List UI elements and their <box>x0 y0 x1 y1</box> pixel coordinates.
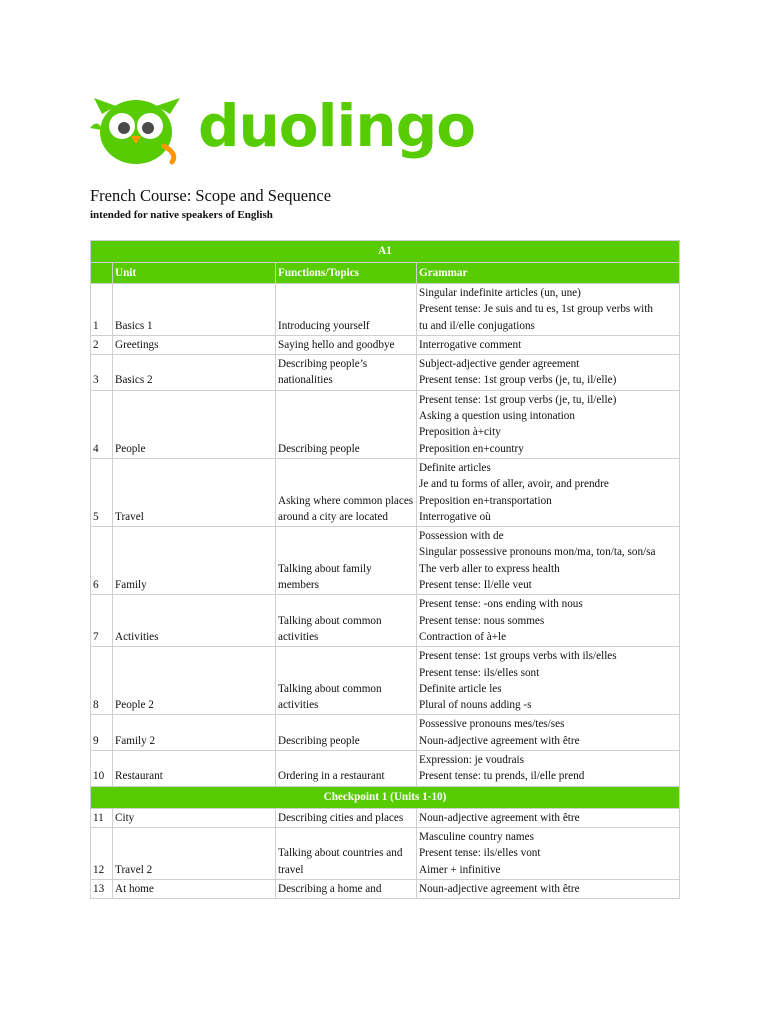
grammar-line: Noun-adjective agreement with être <box>419 734 580 747</box>
header-grammar: Grammar <box>417 263 680 284</box>
unit-grammar <box>417 808 680 827</box>
grammar-line: Present tense: nous sommes <box>419 614 545 627</box>
unit-functions: Introducing yourself <box>276 284 417 336</box>
grammar-line: Definite article les <box>419 682 502 695</box>
unit-name: Basics 1 <box>113 284 276 336</box>
unit-grammar <box>417 879 680 898</box>
unit-name: People 2 <box>113 647 276 715</box>
owl-mascot-icon <box>88 88 188 168</box>
grammar-line: Definite articles <box>419 461 491 474</box>
unit-grammar <box>417 527 680 595</box>
grammar-line: The verb aller to express health <box>419 562 560 575</box>
duolingo-logo <box>88 88 488 168</box>
grammar-line: Contraction of à+le <box>419 630 507 643</box>
unit-number: 8 <box>91 647 113 715</box>
table-row <box>91 458 680 526</box>
unit-number: 1 <box>91 284 113 336</box>
header-num <box>91 263 113 284</box>
unit-name: Greetings <box>113 335 276 354</box>
grammar-line: Singular possessive pronouns mon/ma, ton/ta, son/sa <box>419 546 656 559</box>
unit-name: At home <box>113 879 276 898</box>
grammar-line: Interrogative comment <box>419 338 522 351</box>
unit-name: Activities <box>113 595 276 647</box>
table-row <box>91 335 680 354</box>
grammar-line: Present tense: Je suis and tu es, 1st group verbs with <box>419 303 653 316</box>
table-row <box>91 647 680 715</box>
grammar-line: Aimer + infinitive <box>419 863 501 876</box>
brand-wordmark: duolingo <box>198 92 476 160</box>
grammar-line: Present tense: ils/elles vont <box>419 847 541 860</box>
unit-name: Family 2 <box>113 715 276 751</box>
grammar-line: Masculine country names <box>419 830 534 843</box>
grammar-line: Present tense: -ons ending with nous <box>419 598 583 611</box>
unit-functions: Ordering in a restaurant <box>276 751 417 787</box>
table-row <box>91 827 680 879</box>
table-row <box>91 879 680 898</box>
grammar-line: Possessive pronouns mes/tes/ses <box>419 718 565 731</box>
header-unit: Unit <box>113 263 276 284</box>
table-row <box>91 751 680 787</box>
unit-grammar <box>417 390 680 458</box>
unit-functions: Talking about family members <box>276 527 417 595</box>
unit-number: 12 <box>91 827 113 879</box>
unit-number: 4 <box>91 390 113 458</box>
level-band <box>91 241 680 263</box>
unit-functions: Describing people <box>276 390 417 458</box>
unit-number: 2 <box>91 335 113 354</box>
unit-grammar <box>417 355 680 391</box>
unit-number: 5 <box>91 458 113 526</box>
unit-name: Family <box>113 527 276 595</box>
unit-number: 6 <box>91 527 113 595</box>
table-row <box>91 808 680 827</box>
grammar-line: tu and il/elle conjugations <box>419 319 535 332</box>
unit-name: Basics 2 <box>113 355 276 391</box>
table-header-row <box>91 263 680 284</box>
grammar-line: Singular indefinite articles (un, une) <box>419 287 581 299</box>
unit-grammar <box>417 751 680 787</box>
unit-functions: Talking about common activities <box>276 647 417 715</box>
unit-grammar <box>417 647 680 715</box>
grammar-line: Preposition en+transportation <box>419 494 552 507</box>
grammar-line: Possession with de <box>419 530 504 543</box>
grammar-line: Present tense: 1st group verbs (je, tu, il/elle) <box>419 374 617 387</box>
unit-grammar <box>417 335 680 354</box>
unit-functions: Talking about common activities <box>276 595 417 647</box>
unit-grammar <box>417 284 680 336</box>
grammar-line: Preposition en+country <box>419 442 524 455</box>
grammar-line: Asking a question using intonation <box>419 410 575 423</box>
grammar-line: Noun-adjective agreement with être <box>419 882 580 895</box>
unit-functions: Describing cities and places <box>276 808 417 827</box>
unit-number: 10 <box>91 751 113 787</box>
unit-number: 11 <box>91 808 113 827</box>
table-row <box>91 527 680 595</box>
document-subtitle: intended for native speakers of English <box>90 209 273 221</box>
checkpoint-band <box>91 786 680 808</box>
unit-grammar <box>417 715 680 751</box>
unit-name: People <box>113 390 276 458</box>
grammar-line: Noun-adjective agreement with être <box>419 811 580 824</box>
unit-grammar <box>417 827 680 879</box>
grammar-line: Expression: je voudrais <box>419 754 525 767</box>
level-label: A1 <box>91 241 680 263</box>
checkpoint-label: Checkpoint 1 (Units 1-10) <box>91 786 680 808</box>
table-row <box>91 390 680 458</box>
grammar-line: Present tense: 1st group verbs (je, tu, il/elle) <box>419 393 617 406</box>
grammar-line: Subject-adjective gender agreement <box>419 358 580 371</box>
grammar-line: Present tense: tu prends, il/elle prend <box>419 770 585 783</box>
grammar-line: Je and tu forms of aller, avoir, and prendre <box>419 478 609 491</box>
table-row <box>91 715 680 751</box>
unit-functions: Saying hello and goodbye <box>276 335 417 354</box>
table-row <box>91 595 680 647</box>
grammar-line: Plural of nouns adding -s <box>419 699 532 712</box>
unit-functions: Describing people <box>276 715 417 751</box>
unit-name: City <box>113 808 276 827</box>
unit-grammar <box>417 595 680 647</box>
grammar-line: Present tense: ils/elles sont <box>419 666 540 679</box>
unit-name: Travel <box>113 458 276 526</box>
unit-number: 7 <box>91 595 113 647</box>
grammar-line: Present tense: Il/elle veut <box>419 579 532 592</box>
table-row <box>91 355 680 391</box>
unit-functions: Talking about countries and travel <box>276 827 417 879</box>
unit-number: 9 <box>91 715 113 751</box>
unit-functions: Asking where common places around a city are located <box>276 458 417 526</box>
unit-functions: Describing people’s nationalities <box>276 355 417 391</box>
unit-name: Travel 2 <box>113 827 276 879</box>
scope-sequence-table <box>90 240 680 899</box>
grammar-line: Preposition à+city <box>419 426 501 439</box>
unit-grammar <box>417 458 680 526</box>
unit-functions: Describing a home and <box>276 879 417 898</box>
unit-name: Restaurant <box>113 751 276 787</box>
table-row <box>91 284 680 336</box>
document-title: French Course: Scope and Sequence <box>90 186 332 205</box>
header-functions: Functions/Topics <box>276 263 417 284</box>
unit-number: 13 <box>91 879 113 898</box>
grammar-line: Interrogative où <box>419 510 491 523</box>
unit-number: 3 <box>91 355 113 391</box>
grammar-line: Present tense: 1st groups verbs with ils/elles <box>419 650 617 663</box>
